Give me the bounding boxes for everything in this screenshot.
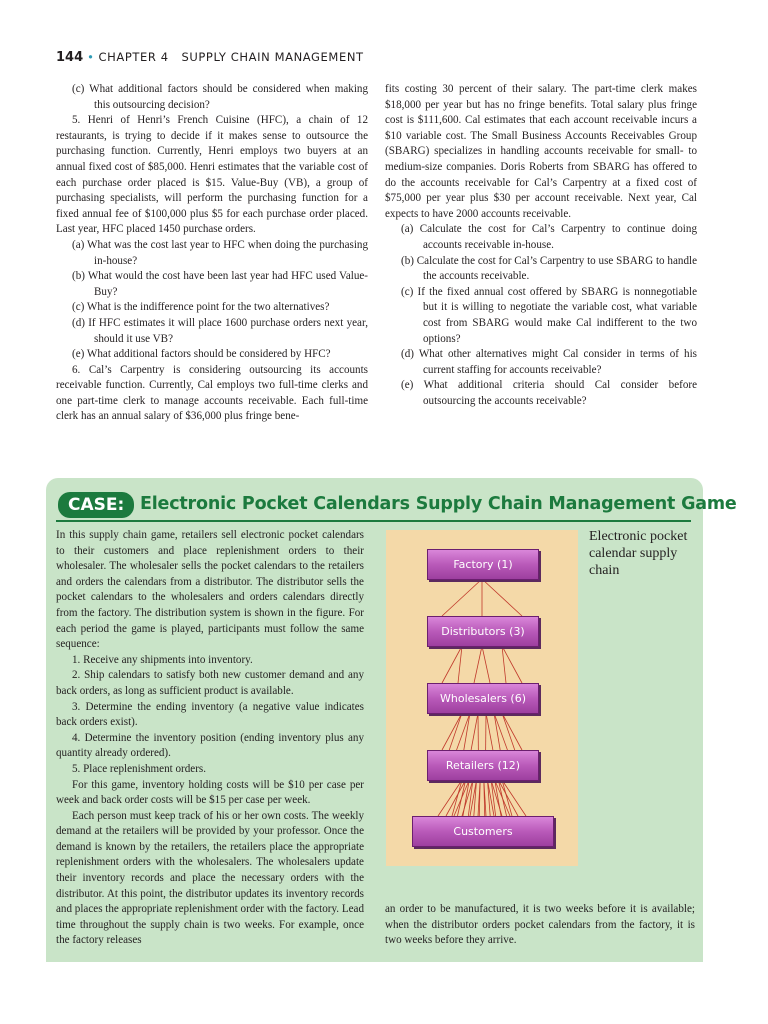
distributors-box: Distributors (3): [427, 616, 539, 647]
question-item: (c) If the fixed annual cost offered by SBARG is nonnegotiable but it is willing to negotiate the variable cost, what variable cost from SBARG would make Cal indifferent to the two options?: [401, 285, 697, 345]
question-item: (d) If HFC estimates it will place 1600 purchase orders next year, should it use VB?: [72, 316, 368, 345]
connector-line: [482, 579, 522, 616]
connector-line: [474, 646, 482, 683]
paragraph: 2. Ship calendars to satisfy both new customer demand and any back orders, as long as sufficient product is available.: [56, 669, 364, 697]
retailers-box: Retailers (12): [427, 750, 539, 781]
connector-line: [494, 713, 500, 750]
connector-line: [446, 780, 466, 816]
customers-box: Customers: [412, 816, 554, 847]
connector-line: [498, 780, 518, 816]
header-bullet: •: [87, 50, 95, 64]
right-column: [385, 82, 697, 409]
question-item: (d) What other alternatives might Cal consider in terms of his current staffing for accounts receivable?: [401, 348, 697, 376]
question-item: (b) Calculate the cost for Cal’s Carpentry to use SBARG to handle the accounts receivable.: [401, 254, 697, 283]
paragraph: 3. Determine the ending inventory (a negative value indicates back orders exist).: [56, 700, 364, 729]
paragraph: 5. Place replenishment orders.: [72, 762, 207, 775]
case-title: Electronic Pocket Calendars Supply Chain Management Game: [140, 494, 737, 514]
connector-line: [484, 780, 485, 816]
question-item: (c) What is the indifference point for the two alternatives?: [72, 301, 330, 314]
connector-line: [464, 713, 470, 750]
running-header: [56, 50, 364, 65]
connector-line: [471, 713, 478, 750]
question-item: (e) What additional criteria should Cal consider before outsourcing the accounts receivable?: [401, 379, 697, 407]
case-right-paragraph: an order to be manufactured, it is two weeks before it is available; when the distributor orders pocket calendars from the factory, it is two weeks before they arrive.: [385, 903, 695, 947]
question-item: (a) What was the cost last year to HFC when doing the purchasing in-house?: [72, 238, 368, 267]
case-box: [46, 478, 737, 962]
paragraph: In this supply chain game, retailers sell electronic pocket calendars to their customers and place replenishment orders to their wholesaler. The wholesaler sells the pocket calendars to the retailers and orders the calendars from a distributor. The distributor sells the pocket calendars to the wholesalers and orders calendars directly from the factory. The distribution system is shown in the figure. For each period the game is played, participants must follow the same sequence:: [56, 529, 364, 651]
connector-line: [502, 780, 512, 816]
case-right-text: [385, 902, 695, 949]
chapter-label: CHAPTER 4: [98, 50, 169, 64]
connector-line: [495, 780, 501, 816]
connector-line: [482, 646, 490, 683]
paragraph: 5. Henri of Henri’s French Cuisine (HFC), a chain of 12 restaurants, is trying to decide if it makes sense to outsource the purchasing function. Currently, Henri employs two buyers at an annual fixed cost of $85,000. Henri estimates that the variable cost of each purchase order placed is $15. Value-Buy (VB), a group of purchasing specialists, will perform the purchasing function for a fixed annual fee of $100,000 plus $5 for each purchase order placed. Last year, HFC placed 1450 purchase orders.: [56, 114, 368, 236]
question-item: (a) Calculate the cost for Cal’s Carpentry to continue doing accounts receivable in-house.: [401, 223, 697, 251]
connector-line: [442, 713, 462, 750]
question-item: (b) What would the cost have been last year had HFC used Value-Buy?: [72, 270, 368, 298]
paragraph: For this game, inventory holding costs will be $10 per case per week and back order costs will be $15 per case per week.: [56, 778, 364, 807]
factory-box: Factory (1): [427, 549, 539, 580]
left-column: [56, 82, 368, 425]
wholesalers-box: Wholesalers (6): [427, 683, 539, 714]
paragraph: fits costing 30 percent of their salary. The part-time clerk makes $18,000 per year but has no fringe benefits. Total salary plus fringe cost is $111,600. Cal estimates that each account receivable incurs a $10 variable cost. The Small Business Accounts Receivables Group (SBARG) specializes in handling accounts receivable for small- to medium-size companies. Doris Roberts from SBARG has offered to do the accounts receivable for Cal’s Carpentry at a fixed cost of $75,000 per year plus $30 per account receivable. Next year, Cal expects to have 2000 accounts receivable.: [385, 83, 697, 220]
connector-line: [463, 780, 469, 816]
connector-line: [452, 780, 462, 816]
section-label: SUPPLY CHAIN MANAGEMENT: [181, 50, 364, 64]
connector-line: [479, 780, 480, 816]
page-number: 144: [56, 50, 84, 65]
supply-chain-figure: [386, 530, 578, 866]
paragraph: 1. Receive any shipments into inventory.: [72, 653, 253, 666]
connector-line: [502, 713, 515, 750]
case-header: [56, 490, 737, 522]
question-item: (e) What additional factors should be considered by HFC?: [72, 348, 331, 361]
case-badge: CASE:: [58, 492, 134, 518]
paragraph: Each person must keep track of his or her own costs. The weekly demand at the retailers will be provided by your professor. Once the demand is known by the retailers, the retailers place the appropriate replenishment orders with the wholesalers. The wholesalers update their inventory records and place the necessary orders with the distributor. At this point, the distributor updates its inventory records and places the appropriate replenishment order with the factory. Lead time throughout the supply chain is two weeks. For example, once the factory releases: [56, 809, 364, 947]
connector-line: [486, 713, 493, 750]
question-item: (c) What additional factors should be considered when making this outsourcing decision?: [72, 83, 368, 111]
figure-caption: Electronic pocket calendar supply chain: [589, 529, 688, 578]
paragraph: 4. Determine the inventory position (ending inventory plus any quantity already ordered).: [56, 731, 364, 760]
connector-line: [442, 579, 482, 616]
connector-line: [449, 713, 462, 750]
case-left-text: [56, 528, 364, 949]
connector-line: [502, 713, 522, 750]
paragraph: 6. Cal’s Carpentry is considering outsourcing its accounts receivable function. Currently, Cal employs two full-time clerks and one part-time clerk to manage accounts receivable. Each full-time clerk has an annual salary of $36,000 plus fringe bene-: [56, 363, 368, 423]
